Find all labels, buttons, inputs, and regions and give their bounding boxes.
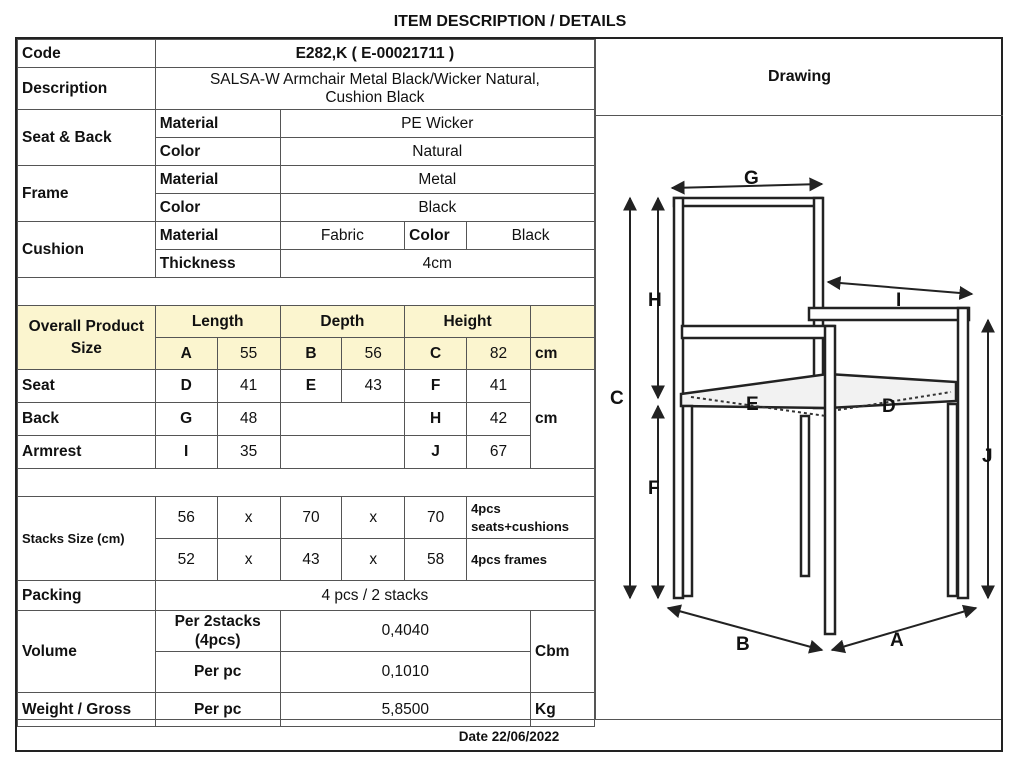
frame-material-label: Material <box>155 166 280 194</box>
drawing-header: Drawing <box>595 39 1003 116</box>
overall-label-line1: Overall Product <box>28 317 145 335</box>
cushion-thickness: 4cm <box>280 250 594 278</box>
height-header: Height <box>405 306 531 338</box>
stack2-x1: x <box>217 539 280 581</box>
drawing-letter-a: A <box>890 630 904 651</box>
dim-f-value: 41 <box>467 370 531 403</box>
drawing-letter-i: I <box>896 290 902 311</box>
row-overall-header <box>18 306 595 338</box>
drawing-letter-g: G <box>744 168 759 189</box>
frame-color-label: Color <box>155 194 280 222</box>
stack2-note: 4pcs frames <box>467 539 595 581</box>
cushion-color: Black <box>467 222 595 250</box>
seat-back-label: Seat & Back <box>18 110 156 166</box>
packing-label: Packing <box>18 581 156 611</box>
dim-h-value: 42 <box>467 403 531 436</box>
weight-value: 5,8500 <box>280 693 530 727</box>
weight-unit: Kg <box>531 693 595 727</box>
detail-unit: cm <box>531 370 595 469</box>
overall-unit: cm <box>531 338 595 370</box>
dim-c-letter: C <box>405 338 467 370</box>
stacks-label: Stacks Size (cm) <box>18 497 156 581</box>
stack1-note1: 4pcs <box>471 500 501 516</box>
dim-b-letter: B <box>280 338 342 370</box>
description-label: Description <box>18 68 156 110</box>
dim-g-letter: G <box>155 403 217 436</box>
stack1-height: 70 <box>405 497 467 539</box>
volume-per-stacks-line2: (4pcs) <box>194 632 241 649</box>
stack1-x2: x <box>342 497 405 539</box>
stack2-x2: x <box>342 539 405 581</box>
drawing-letter-b: B <box>736 634 750 655</box>
drawing-area <box>595 116 1003 719</box>
dim-b-value: 56 <box>342 338 405 370</box>
row-stacks-1 <box>18 497 595 539</box>
cushion-thickness-label: Thickness <box>155 250 280 278</box>
drawing-letter-e: E <box>746 394 759 415</box>
dim-c-value: 82 <box>467 338 531 370</box>
stack2-length: 52 <box>155 539 217 581</box>
cushion-material-label: Material <box>155 222 280 250</box>
code-label: Code <box>18 40 156 68</box>
row-back <box>18 403 595 436</box>
dim-i-letter: I <box>155 436 217 469</box>
dim-j-letter: J <box>405 436 467 469</box>
back-label: Back <box>18 403 156 436</box>
stack2-width: 43 <box>280 539 342 581</box>
volume-unit: Cbm <box>531 611 595 693</box>
dim-a-value: 55 <box>217 338 280 370</box>
spec-sheet <box>15 37 1003 752</box>
row-description <box>18 68 595 110</box>
chair-frame-icon <box>674 198 969 634</box>
drawing-letter-h: H <box>648 290 662 311</box>
spec-table <box>17 39 595 727</box>
stack1-note2: seats+cushions <box>471 518 569 534</box>
weight-per-pc-label: Per pc <box>155 693 280 727</box>
row-frame-material <box>18 166 595 194</box>
row-armrest <box>18 436 595 469</box>
dim-d-letter: D <box>155 370 217 403</box>
volume-per-pc-value: 0,1010 <box>280 652 530 693</box>
description-line1: SALSA-W Armchair Metal Black/Wicker Natural, <box>209 70 540 88</box>
seat-back-color-label: Color <box>155 138 280 166</box>
frame-color: Black <box>280 194 594 222</box>
page-title: ITEM DESCRIPTION / DETAILS <box>393 13 627 30</box>
drawing-letter-c: C <box>610 388 624 409</box>
cushion-material: Fabric <box>280 222 405 250</box>
row-cushion-material <box>18 222 595 250</box>
stack1-x1: x <box>217 497 280 539</box>
length-header: Length <box>155 306 280 338</box>
dim-g-value: 48 <box>217 403 280 436</box>
stack1-width: 70 <box>280 497 342 539</box>
volume-label: Volume <box>18 611 156 693</box>
packing-value: 4 pcs / 2 stacks <box>155 581 594 611</box>
seat-back-color: Natural <box>280 138 594 166</box>
drawing-letter-d: D <box>882 396 896 417</box>
row-packing <box>18 581 595 611</box>
drawing-letter-f: F <box>648 478 660 499</box>
dim-a-letter: A <box>155 338 217 370</box>
row-code <box>18 40 595 68</box>
seat-label: Seat <box>18 370 156 403</box>
stack2-height: 58 <box>405 539 467 581</box>
weight-label: Weight / Gross <box>18 693 156 727</box>
dim-d-value: 41 <box>217 370 280 403</box>
cushion-color-label: Color <box>405 222 467 250</box>
code-value: E282,K ( E-00021711 ) <box>155 40 594 68</box>
dim-i-value: 35 <box>217 436 280 469</box>
dim-j-value: 67 <box>467 436 531 469</box>
row-volume-1 <box>18 611 595 652</box>
dim-e-letter: E <box>280 370 342 403</box>
volume-per-stacks-value: 0,4040 <box>280 611 530 652</box>
description-line2: Cushion Black <box>325 88 425 106</box>
cushion-label: Cushion <box>18 222 156 278</box>
row-seat <box>18 370 595 403</box>
seat-back-material: PE Wicker <box>280 110 594 138</box>
overall-label-line2: Size <box>70 339 102 357</box>
armrest-label: Armrest <box>18 436 156 469</box>
row-gap-2 <box>18 469 595 497</box>
volume-per-pc-label: Per pc <box>155 652 280 693</box>
dim-f-letter: F <box>405 370 467 403</box>
seat-back-material-label: Material <box>155 110 280 138</box>
dim-e-value: 43 <box>342 370 405 403</box>
depth-header: Depth <box>280 306 405 338</box>
frame-label: Frame <box>18 166 156 222</box>
chair-drawing <box>596 116 1002 719</box>
dim-h-letter: H <box>405 403 467 436</box>
row-gap <box>18 278 595 306</box>
frame-material: Metal <box>280 166 594 194</box>
row-seat-back-material <box>18 110 595 138</box>
stack1-length: 56 <box>155 497 217 539</box>
drawing-letter-j: J <box>982 446 993 467</box>
date-footer: Date 22/06/2022 <box>17 719 1001 752</box>
volume-per-stacks-line1: Per 2stacks <box>174 613 261 630</box>
